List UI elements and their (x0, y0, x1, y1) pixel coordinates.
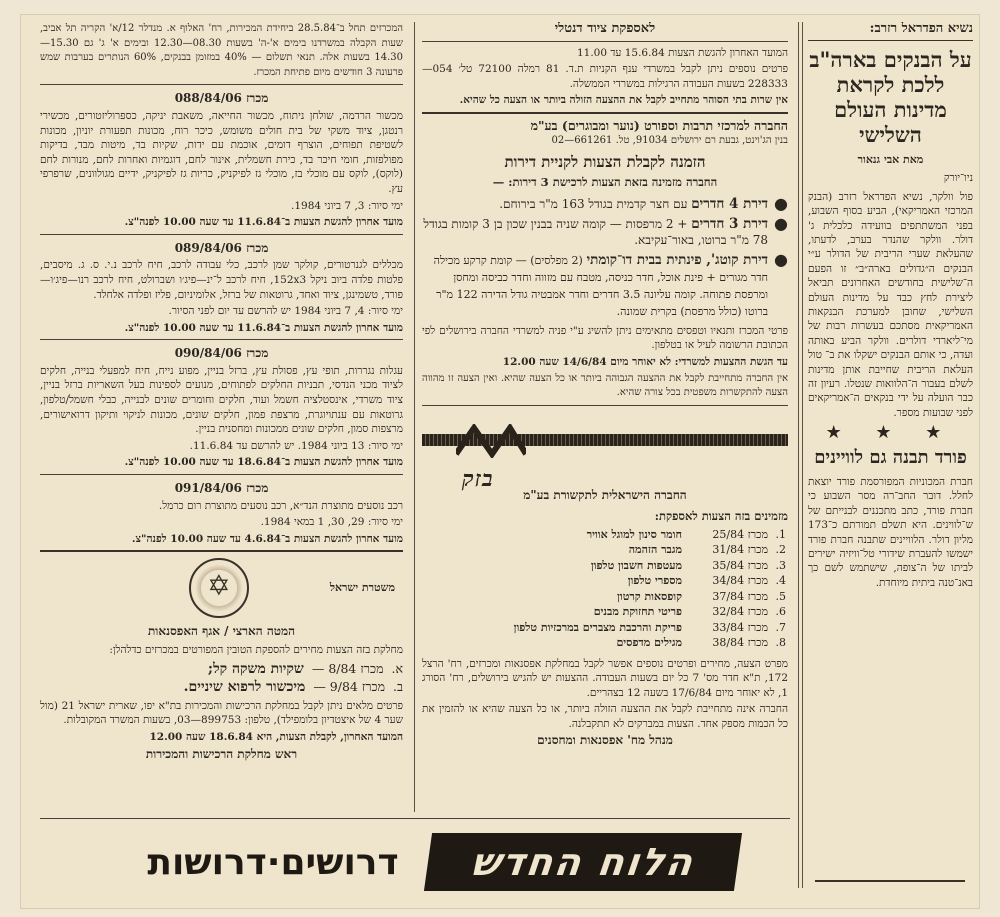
tender-block (40, 346, 403, 470)
item-letter: ב. (393, 679, 403, 695)
apartments-details: פרטי המכרז ותנאיו וטפסים מתאימים ניתן להשיג ע"י פניה למשרדי החברה בירושלים לפי הכתובת הרשומה לעיל או בטלפון. (422, 324, 788, 352)
table-row (422, 573, 788, 589)
tender-block (40, 91, 403, 229)
table-cell-n: 4. (775, 574, 786, 587)
tender-title: מכרז 090/84/06 (174, 346, 269, 361)
banner-title: דרושים·דרושות (147, 841, 399, 883)
table-cell-item: פריקת והרכבת מצברים במרכזיות טלפון (513, 620, 682, 634)
table-cell-no: מכרז 25/84 (712, 527, 768, 541)
apartment-text: (2 מפלסים) — קומת קרקע מכילה חדר מגורים + פינת אוכל, חדר כניסה, מטבח עם מזווה וחדר כביסה ומחסן ומרפסת פתוחה. קומה עליונה 3.5 חדרים וחדר אמבטיה גודל הדירה 122 מ"ר ברוטו (כולל מרפסת) בקרית שמונה. (433, 253, 769, 318)
tender-block (40, 481, 403, 546)
divider (40, 474, 403, 475)
dental-item: אין שרות בתי הסוהר מתחייב לקבל את ההצעה הזולה ביותר או הצעה כל שהיא. (459, 94, 788, 107)
bullet-icon: ● (774, 249, 788, 269)
headline: על הבנקים בארה"ב ללכת לקראת מדינות העולם השלישי (809, 46, 972, 147)
tender-body: מכשור הרדמה, שולחן ניתוח, מכשור החייאה, משאבת יניקה, כספרוליזטורים, מכשירי רנטגן, ציוד משקי של בית חולים משומש, כיכר רוח, מכונות תפעורת יוניון, מכונות לשטיפת תפוחים, הוצרף דומים, אוכמת עם ידות, שקיות בד, מיטות מבד, בדיקות מפולפזות, חומי חיכר בד, כירת חשמלית, אינור לחם, דוגמיות ואחרות לחם, מנורות לחם (לוקס), לוקס עם מוכלי בז, מוכלי גז לפיקניק, כריות גז לפיקניק, ידיים מגולוונים, שרפרפי עץ. (40, 109, 403, 195)
apartment-title: דירת קוטג', פינתית בבית דו־קומתי (586, 251, 769, 268)
table-row (422, 527, 788, 543)
tender-body: מכללים לגנרטורים, קולקר שמן לרכב, כלי עבודה לרכב, חיח לרכב נ.י. ס. ג. מיסבים, פלטות פלדה ביוב ניקל 152x3, חיח לרכב ל־ינ—פיג׳ו ושברולט, חיח לרכב רנו—פיג׳ו—פורד, טשמינגן, ציוד ואחד, גרוטאות של ברזל, אלומיניום, פליז ופלדה אלחלד. (40, 259, 403, 301)
apartment-text: עם חצר קדמית בגודל 163 מ"ר בירוחם. (499, 196, 688, 211)
tender-body: עגלות נגררות, תופי עץ, פסולת עץ, ברזל בניין, מפוע נייח, חיח למפעלי בנייה, חלקים לציוד מכני הנדסי, תבניות החלקים לפתוחים, מנועים לספינות בעל השאריות ברזל בניין, ציוד משרדי, אינסטלציה חשמל ועוד, חלקים וחומרים שונים לבנייה, כבלי חשמל/טלפון, גרוטאות עם ענתויוגרת, מרצפת פמון, חלקים שונים, מכונות לניקוי ותיקון דרואישורים, מרצפות סמון, חלקים שונים ממכונות ומחסנית בניין. (40, 364, 403, 436)
bezeq-name: בזק (462, 465, 494, 492)
byline: מאת אבי גנאור (857, 152, 924, 166)
bottom-rule (40, 818, 790, 819)
table-cell-no: מכרז 38/84 (712, 636, 768, 649)
table-cell-no: מכרז 37/84 (712, 589, 768, 603)
apartment-text: + 2 מרפסות — קומה שניה בבנין שכון בן 3 קומות בגודל 78 מ"ר ברוטו, באור־עקיבא. (423, 216, 769, 247)
table-row (422, 604, 788, 620)
column-rule-left (414, 22, 415, 812)
table-cell-item: פריטי תחזוקת מבנים (593, 605, 682, 618)
item-value: מיכשור לרפוא שיניים. (183, 679, 306, 696)
police-emblem-icon (189, 558, 249, 618)
table-cell-n: 7. (775, 620, 786, 634)
tender-dates: ימי סיור: 3, 7 ביוני 1984. (291, 199, 403, 212)
tender-deadline: מועד אחרון להגשת הצעות ב־11.6.84 עד שעה 10.00 לפנה"צ. (124, 321, 403, 334)
police-p1: מחלקת בזה הצעות מחירים להספקת הטובין המפורטים במכרזים כדלהלן: (109, 644, 403, 656)
bezeq-p2: החברה אינה מתחייבת לקבל את ההצעה הזולה ביותר, או כל הצעה שהיא או להזמין את כל הכמות מספק אחד. הצעות במברקים לא תתקבלנה. (422, 703, 788, 730)
apartment-title: דירת 4 חדרים (691, 195, 769, 212)
middle-column (422, 22, 788, 807)
tender-title: מכרז 089/84/06 (174, 240, 269, 255)
dental-title: לאספקת ציוד דנטלי (554, 22, 656, 36)
apartment-item (422, 249, 788, 320)
divider (422, 112, 788, 114)
table-cell-no: מכרז 35/84 (712, 558, 768, 572)
police-org: משטרת ישראל (329, 581, 395, 595)
company-address: בנין הג'וינט, גבעת רם ירושלים 91034, טל. 661261—02 (551, 134, 788, 146)
table-cell-n: 2. (775, 543, 786, 556)
classifieds-banner (118, 829, 738, 895)
table-cell-no: מכרז 34/84 (712, 574, 768, 587)
tender-dates: ימי סיור: 4, 7 ביוני 1984 יש להרשם עד יום לפני הסיור. (168, 305, 403, 318)
table-row (422, 542, 788, 558)
table-cell-no: מכרז 31/84 (712, 543, 768, 556)
dateline: ניו־יורק (943, 172, 973, 185)
dental-item: המועד האחרון להגשת הצעות 15.6.84 עד 11.00 (576, 46, 788, 59)
table-row (422, 558, 788, 574)
banner-logo (424, 833, 742, 891)
table-cell-item: מספרי טלפון (627, 574, 682, 587)
bezeq-mark-icon (456, 424, 526, 458)
table-cell-item: קופסאות קרטון (617, 589, 682, 603)
bullet-icon: ● (774, 193, 788, 213)
divider (40, 84, 403, 85)
table-row (422, 589, 788, 605)
item-letter: א. (391, 660, 403, 676)
story-body: פול וולקר, נשיא הפדראל רזרב (הבנק המרכזי האמריקאי), הביע בסוף השבוע, בפני המשתתפים בוועידה כלכלית ג' דולר. וולקר שהנדר בערב, לדעתו, שהעלאת שערי הריבית של הדולר ע״י הבנקים ה״גדולים בארה״ב״ זו הפעם ה־שלישית בחודשים האחרונים תביאל ליצירת לחץ כבד על מדינות העולם השלישי, שחובן למערכת הבנקאות האמריקאית מסתכם בעשרות רבות של מי־ליארדי דולרים. וולקר הביע באותה ועדה, כי אותם הבנקים ישקלו את ב־ טול העלאת הריבית שחייבת אותן מדינות לשלם בעבור ה־הלוואות שנטלו. רעיון זה כבר הועלה על ידי בנקאים ה־אמריקאים לפני שבועות מספר. (808, 190, 973, 419)
tender-deadline: מועד אחרון להגשת הצעות ב־4.6.84 עד שעה 10.00 לפנה"צ. (131, 532, 403, 545)
item-value: שקיות משקה קל; (207, 660, 304, 677)
divider (422, 41, 788, 42)
tender-deadline: מועד אחרון להגשת הצעות ב־11.6.84 עד שעה 10.00 לפנה"צ. (124, 216, 403, 229)
table-cell-n: 1. (775, 527, 786, 541)
divider (40, 234, 403, 235)
table-cell-item: חומר סינון למוגל אוויר (586, 527, 682, 541)
bezeq-full-name: החברה הישראלית לתקשורת בע"מ (523, 488, 687, 503)
company-head: החברה למרכזי תרבות וספורט (נוער ומבוגרים) בע"מ (530, 117, 788, 133)
police-ad (40, 558, 403, 761)
apartment-item (422, 213, 788, 248)
tender-dates: ימי סיור: 13 ביוני 1984. יש להרשם עד 11.6.84. (189, 439, 403, 452)
table-cell-no: מכרז 33/84 (712, 620, 768, 634)
table-cell-n: 3. (775, 558, 786, 572)
table-row (422, 635, 788, 651)
story-body-2: חברת המכוניות המפורסמת פורד יוצאת לחלל. דובר החב־רה מסר השבוע כי חברת פורד, כתב מתכננים לבנייתם של ש־לווינים. היא תשלם תמורתם כ־173 מליון דולר. הלוויינים שתבנה חברת פורד ישמשו להעברת שידורי טל־וויזיה ישירים לביתו של ה־צופה, שישתמש לשם כך באנ־טנה ביתית מיוחדת. (808, 475, 973, 589)
headline-2: פורד תבנה גם לוויינים (814, 446, 967, 468)
table-row (422, 620, 788, 636)
tender-block (40, 241, 403, 336)
column-rule-right (798, 22, 799, 888)
police-unit: המטה הארצי / אגף האפסנאות (147, 624, 296, 639)
table-cell-item: מגילים מדפסים (616, 636, 682, 649)
bezeq-tenders-table (422, 527, 788, 651)
police-item (40, 680, 403, 695)
banner-logo-text: הלוח החדש (468, 840, 698, 884)
apartment-title: דירת 3 חדרים (691, 215, 769, 232)
dental-item: פרטים נוספים ניתן לקבל במשרדי ענף הקניות ת.ד. 81 רמלה 72100 טל׳ 054—228333 בשעות העבודה הרגילות במשרדי הממשלה. (422, 63, 788, 90)
police-p2: פרטים מלאים ניתן לקבל במחלקת הרכישות והמכירות בת"א יפו, שארית ישראל 21 (מול שער 4 של איצטדיון בלומפילד), טלפון: 899753—03, בשעות המשרד המקובלות. (40, 699, 403, 727)
tender-title: מכרז 088/84/06 (174, 91, 269, 106)
bezeq-logo (422, 424, 788, 466)
apartment-item (422, 193, 788, 213)
table-cell-n: 8. (775, 636, 786, 649)
divider (40, 550, 403, 552)
apartments-deadline: עד הגשת ההצעות למשרדי: לא יאוחר מיום 14/6/84 שעה 12.00 (502, 355, 788, 368)
apartments-intro: החברה מזמינה בזאת הצעות לרכישת 3 דירות: — (492, 175, 718, 190)
tender-deadline: מועד אחרון להגשת הצעות ב־18.6.84 עד שעה 10.00 לפנה"צ. (124, 456, 403, 469)
tender-body: רכב נוסעים מתוצרת הנד״א, רכב נוסעים מתוצרת רום כרמל. (158, 499, 403, 512)
bottom-right-rule (815, 880, 965, 894)
stars-divider: ★ ★ ★ (825, 422, 956, 444)
bullet-icon: ● (774, 213, 788, 233)
bezeq-intro: מזמינים בזה הצעות לאספקת: (654, 508, 788, 523)
police-p3: המועד האחרון, לקבלת הצעות, היא 18.6.84 שעה 12.00 (149, 730, 403, 743)
bezeq-sign: מנהל מח' אפסנאות ומחסנים (537, 733, 673, 748)
police-sign: ראש מחלקת הרכישות והמכירות (145, 746, 298, 761)
apartments-invite: הזמנה לקבלת הצעות לקניית דירות (504, 152, 706, 171)
police-header (48, 558, 395, 618)
kicker: נשיא הפדראל רזרב: (808, 22, 973, 41)
table-cell-item: מגבר הזהמה (628, 543, 682, 556)
tender-intro: המכרזים תחל ב־28.5.84 ביחידת המכירות, רח' האלוף א. מנדלר 12/א' הקריה תל אביב, שעות הקבלה במשרדנו בימים א'-ה' בשעות 08.30—12.30 ובימים א' ג' גם 15.30—14.30 בשעות אלה. תנאי תשלום — 40% במזומן בבנקים, 60% הנותרים בערבות שמש פרעונה 3 חודשים מיום פתיחת המכרז. (40, 23, 403, 78)
table-cell-item: מעטפות חשבון טלפון (590, 558, 682, 572)
tender-dates: ימי סיור: 29, 30, 1 במאי 1984. (260, 516, 403, 529)
item-label: מכרז 9/84 — (313, 679, 385, 695)
left-column (40, 22, 403, 807)
table-cell-n: 6. (775, 605, 786, 618)
table-cell-no: מכרז 32/84 (712, 605, 768, 618)
divider (422, 405, 788, 406)
police-item (40, 662, 403, 677)
apartments-note: אין החברה מתחייבת לקבל את ההצעה הגבוהה ביותר או כל הצעה שהיא. ואין הצעה זו מהווה הצעה להתקשרות משפטית בכל צורה שהיא. (422, 372, 788, 399)
table-cell-n: 5. (775, 589, 786, 603)
tender-title: מכרז 091/84/06 (174, 481, 269, 496)
right-column (808, 22, 973, 882)
bezeq-p1: מפרט הצעה, מחירים ופרטים נוספים אפשר לקבל במחלקת אפסנאות ומכרזים, רח' הרצל 172, ת"א חדר מס' 7 כל יום בשעות העבודה. ההצעות יש להגיש בירושלים, רח' הסורג 1, לא יאוחר מיום 17/6/84 בשעה 12 בצהריים. (422, 657, 788, 699)
column-rule-right-double (802, 22, 803, 888)
item-label: מכרז 8/84 — (311, 660, 384, 676)
divider (40, 339, 403, 340)
